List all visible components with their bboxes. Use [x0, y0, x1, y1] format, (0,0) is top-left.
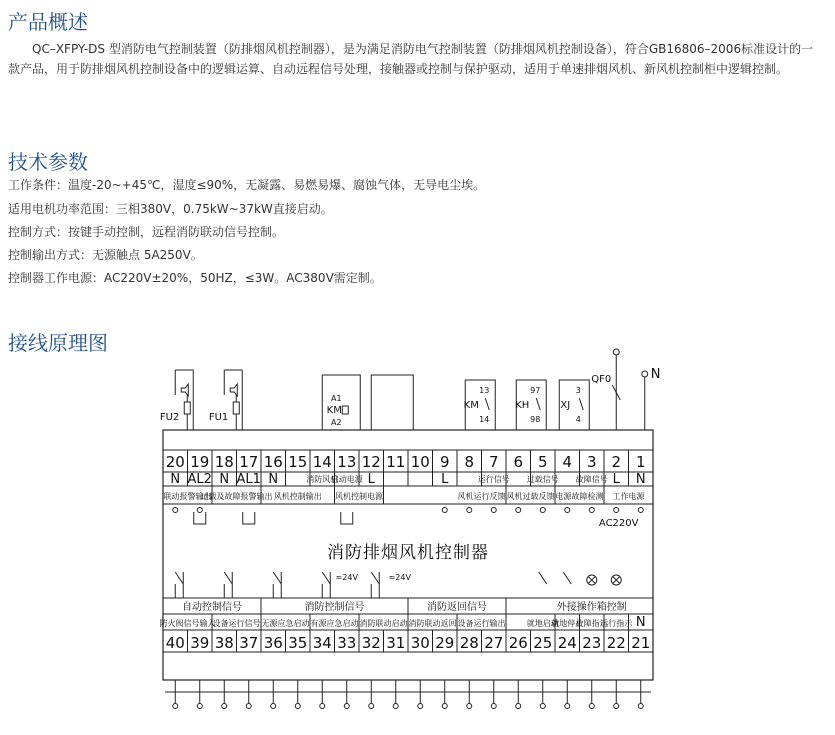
contact-terminal-label: 97: [530, 386, 541, 395]
output-terminal: [442, 704, 447, 709]
spec-line: 适用电机功率范围：三相380V，0.75kW~37kW直接启动。: [8, 202, 333, 216]
switch-icon: [273, 572, 281, 584]
output-terminal: [197, 704, 202, 709]
top-signal-label: 过载信号: [526, 475, 559, 484]
contact-switch: [579, 398, 583, 410]
top-terminal-number: 13: [337, 453, 357, 471]
bottom-sub-label: 就地停止: [551, 619, 584, 628]
bottom-terminal-number: 37: [239, 634, 259, 652]
sub-terminal: [565, 508, 570, 513]
top-terminal-number: 18: [214, 453, 234, 471]
n-terminal: [642, 371, 648, 377]
switch-icon: [224, 572, 232, 584]
top-signal-label: N: [635, 472, 646, 487]
sub-terminal: [197, 508, 202, 513]
top-terminal-number: 12: [361, 453, 381, 471]
ac-voltage-label: AC220V: [598, 518, 639, 529]
output-terminal: [467, 704, 472, 709]
sub-terminal: [638, 508, 643, 513]
relay-icon: [243, 512, 255, 524]
top-signal-label: 启动电源: [330, 475, 363, 484]
top-terminal-number: 5: [537, 453, 548, 471]
top-terminal-number: 2: [611, 453, 622, 471]
switch-icon: [175, 572, 183, 584]
output-terminal: [491, 704, 496, 709]
bottom-group-label: 消防控制信号: [304, 602, 365, 613]
output-terminal: [418, 704, 423, 709]
qf-label: QF0: [591, 374, 612, 385]
top-group-label: 联动报警输出: [163, 492, 212, 501]
top-group-label: 风机过载反馈: [506, 492, 555, 501]
relay-icon: [341, 512, 353, 524]
overview-title: 产品概述: [8, 10, 88, 34]
coil-terminal-label: A1: [330, 394, 342, 403]
bottom-terminal-number: 28: [459, 634, 479, 652]
fuse-label: FU2: [159, 412, 180, 423]
top-signal-label: N: [170, 472, 181, 487]
output-terminal: [320, 704, 325, 709]
bottom-terminal-number: 23: [582, 634, 602, 652]
fuse-icon: [233, 402, 239, 414]
sub-terminal: [491, 508, 496, 513]
output-terminal: [295, 704, 300, 709]
top-terminal-number: 20: [165, 453, 185, 471]
bottom-sub-label: 消防联动启动: [359, 619, 408, 628]
contact-terminal-label: 3: [575, 386, 581, 395]
switch-icon: [563, 572, 571, 584]
bottom-sub-label: 无源应急启动: [261, 619, 310, 628]
top-terminal-number: 8: [464, 453, 475, 471]
top-terminal-number: 14: [312, 453, 332, 471]
top-terminal-number: 16: [263, 453, 283, 471]
bottom-terminal-number: 27: [484, 634, 504, 652]
coil-label: KM: [326, 405, 342, 416]
bottom-group-label: 消防返回信号: [427, 602, 487, 613]
wiring-diagram: [150, 340, 665, 730]
bottom-terminal-number: 21: [631, 634, 651, 652]
bottom-sub-label: 设备运行输出: [457, 619, 506, 628]
top-terminal-number: 1: [635, 453, 646, 471]
output-terminal: [344, 704, 349, 709]
bottom-sub-label: 就地启动: [526, 619, 559, 628]
bottom-terminal-number: 25: [533, 634, 553, 652]
top-group-label: 风机控制输出: [273, 492, 322, 501]
contact-switch: [485, 398, 489, 410]
top-signal-label: AL1: [236, 472, 261, 487]
relay-icon: [194, 512, 206, 524]
output-terminal: [222, 704, 227, 709]
top-group-label: 风机运行反馈: [457, 492, 506, 501]
contact-switch: [536, 398, 540, 410]
fuse-icon: [184, 402, 190, 414]
wiring-title: 接线原理图: [8, 331, 108, 355]
contact-label: KM: [463, 400, 479, 411]
top-signal-label: N: [268, 472, 279, 487]
sub-terminal: [614, 508, 619, 513]
qf-terminal: [613, 349, 619, 355]
top-group-label: 工作电源: [612, 492, 645, 501]
controller-title: 消防排烟风机控制器: [327, 543, 489, 563]
top-signal-label: AL2: [187, 472, 212, 487]
contact-label: XJ: [560, 400, 571, 411]
bottom-terminal-number: 35: [288, 634, 308, 652]
bottom-sub-label: 消防联动返回: [408, 619, 457, 628]
coil-icon: [342, 406, 348, 414]
bottom-group-label: 外接操作箱控制: [556, 602, 627, 613]
contact-terminal-label: 13: [479, 386, 490, 395]
bottom-terminal-number: 38: [214, 634, 234, 652]
bottom-terminal-number: 24: [557, 634, 577, 652]
top-signal-label: 故障信号: [575, 475, 608, 484]
bottom-sub-label: 故障指示: [575, 619, 608, 628]
voltage-label: ≈24V: [388, 573, 411, 582]
bottom-terminal-number: 22: [606, 634, 626, 652]
voltage-label: ≈24V: [335, 573, 358, 582]
coil-terminal-label: A2: [330, 418, 342, 427]
top-terminal-number: 4: [562, 453, 573, 471]
switch-icon: [322, 572, 330, 584]
top-terminal-number: 17: [239, 453, 259, 471]
top-signal-label: N: [219, 472, 230, 487]
sub-terminal: [516, 508, 521, 513]
top-signal-label: 运行信号: [477, 475, 510, 484]
contact-label: KH: [515, 400, 530, 411]
bottom-terminal-number: 31: [386, 634, 406, 652]
bottom-sub-label: N: [635, 615, 646, 630]
power-box: [371, 375, 413, 430]
sub-terminal: [442, 508, 447, 513]
bottom-sub-label: 有源应急启动: [310, 619, 359, 628]
top-group-label: 过载及故障报警输出: [200, 492, 273, 501]
spec-line: 控制方式：按键手动控制，远程消防联动信号控制。: [8, 225, 285, 239]
specs-title: 技术参数: [8, 150, 88, 174]
output-terminal: [516, 704, 521, 709]
sub-terminal: [467, 508, 472, 513]
top-terminal-number: 11: [386, 453, 406, 471]
switch-icon: [371, 572, 379, 584]
output-terminal: [638, 704, 643, 709]
buzzer-icon: [230, 384, 237, 396]
bottom-group-label: 自动控制信号: [182, 602, 242, 613]
bottom-terminal-number: 30: [410, 634, 430, 652]
output-terminal: [173, 704, 178, 709]
bottom-sub-label: 防火阀信号输入: [159, 619, 216, 628]
sub-terminal: [540, 508, 545, 513]
bottom-terminal-number: 40: [165, 634, 185, 652]
spec-line: 工作条件：温度-20~+45℃，湿度≤90%，无凝露、易燃易爆、腐蚀气体，无导电尘埃。: [8, 178, 486, 192]
output-terminal: [246, 704, 251, 709]
top-signal-label: 消防风机: [306, 475, 339, 484]
sub-terminal: [173, 508, 178, 513]
bottom-sub-label: 设备运行信号: [212, 619, 261, 628]
top-terminal-number: 15: [288, 453, 308, 471]
bottom-terminal-number: 29: [435, 634, 455, 652]
contact-terminal-label: 98: [530, 415, 541, 424]
top-terminal-number: 3: [586, 453, 597, 471]
output-terminal: [589, 704, 594, 709]
output-terminal: [271, 704, 276, 709]
top-signal-label: L: [612, 472, 620, 487]
output-terminal: [614, 704, 619, 709]
output-terminal: [565, 704, 570, 709]
top-signal-label: L: [367, 472, 375, 487]
overview-body: QC–XFPY-DS 型消防电气控制装置（防排烟风机控制器），是为满足消防电气控制装置（防排烟风机控制设备），符合GB16806–2006标准设计的一款产品，用于防排烟风机控制设备中的逻辑运算、自动远程信号处理，接触器或控制与保护驱动，适用于单速排烟风机、新风机控制柜中逻辑控制。: [8, 42, 814, 76]
n-label: N: [650, 367, 661, 382]
top-group-label: 风机控制电源: [335, 492, 383, 501]
spec-line: 控制输出方式：无源触点 5A250V。: [8, 248, 203, 262]
bottom-terminal-number: 36: [263, 634, 283, 652]
bottom-terminal-number: 26: [508, 634, 528, 652]
bottom-terminal-number: 34: [312, 634, 332, 652]
bottom-terminal-number: 33: [337, 634, 357, 652]
fuse-label: FU1: [208, 412, 229, 423]
contact-terminal-label: 14: [479, 415, 490, 424]
output-terminal: [540, 704, 545, 709]
top-group-label: 电源故障检测: [555, 492, 604, 501]
bottom-terminal-number: 32: [361, 634, 381, 652]
spec-line: 控制器工作电源：AC220V±20%，50HZ，≤3W。AC380V需定制。: [8, 271, 382, 285]
bottom-sub-label: 运行指示: [600, 619, 633, 628]
output-terminal: [393, 704, 398, 709]
sub-terminal: [589, 508, 594, 513]
output-terminal: [369, 704, 374, 709]
top-signal-label: L: [441, 472, 449, 487]
top-terminal-number: 9: [439, 453, 450, 471]
bottom-terminal-number: 39: [190, 634, 210, 652]
switch-icon: [539, 572, 547, 584]
top-terminal-number: 10: [410, 453, 430, 471]
buzzer-icon: [181, 384, 188, 396]
top-terminal-number: 7: [488, 453, 499, 471]
contact-terminal-label: 4: [575, 415, 581, 424]
top-terminal-number: 6: [513, 453, 524, 471]
top-terminal-number: 19: [190, 453, 210, 471]
